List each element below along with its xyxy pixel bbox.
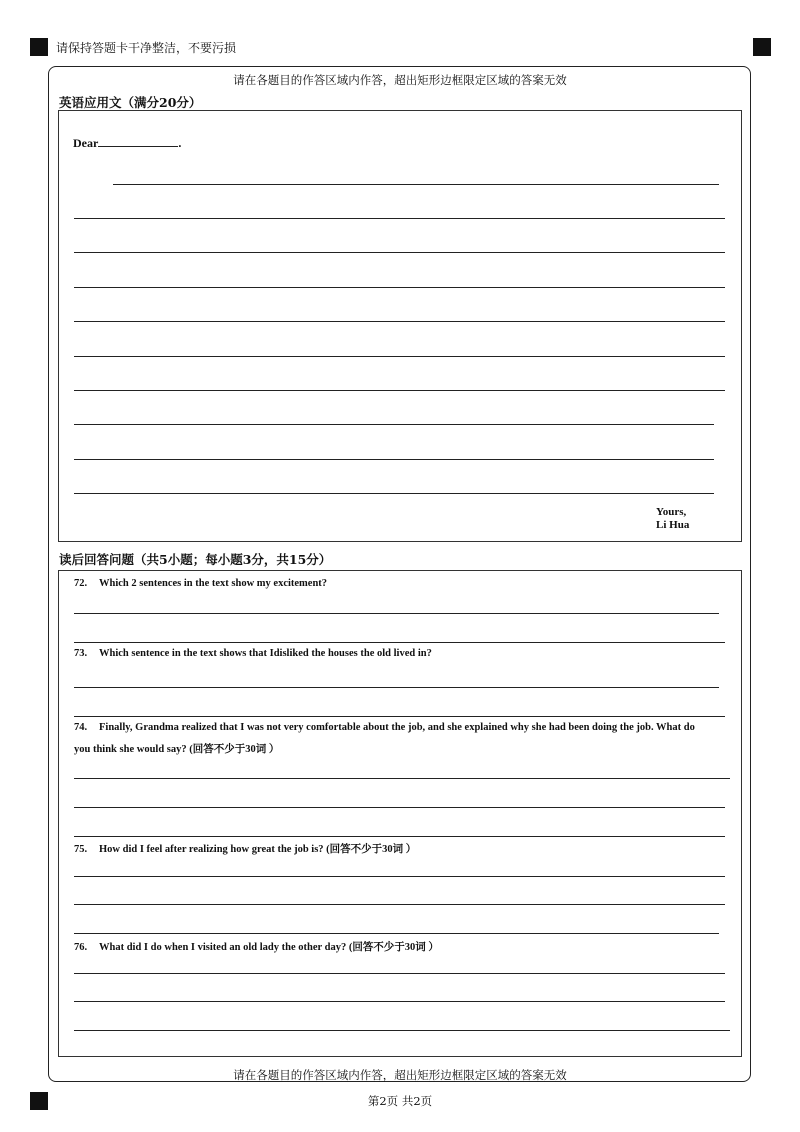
answer-area-notice-top: 请在各题目的作答区域内作答，超出矩形边框限定区域的答案无效 — [233, 73, 567, 87]
recipient-blank[interactable] — [98, 136, 178, 147]
question-text: Which sentence in the text shows that Idisliked the houses the old lived in? — [99, 648, 432, 659]
writing-line[interactable] — [113, 184, 719, 185]
writing-line[interactable] — [74, 459, 714, 460]
greeting-suffix: . — [178, 136, 182, 150]
writing-section-title: 英语应用文（满分20分） — [59, 95, 202, 110]
question-text: What did I do when I visited an old lady the other day? (回答不少于30词 ） — [99, 942, 439, 953]
registration-mark-top-left — [30, 38, 48, 56]
question-75 — [74, 841, 416, 856]
writing-line[interactable] — [74, 287, 725, 288]
answer-area-notice-bottom: 请在各题目的作答区域内作答，超出矩形边框限定区域的答案无效 — [233, 1068, 567, 1082]
writing-line[interactable] — [74, 218, 725, 219]
answer-line[interactable] — [74, 904, 725, 905]
keep-clean-note: 请保持答题卡干净整洁，不要污损 — [56, 41, 237, 55]
answer-line[interactable] — [74, 1001, 725, 1002]
reading-section-title: 读后回答问题（共5小题；每小题3分，共15分） — [59, 552, 332, 567]
registration-mark-top-right — [753, 38, 771, 56]
greeting — [73, 136, 181, 151]
writing-line[interactable] — [74, 390, 725, 391]
answer-line[interactable] — [74, 642, 725, 643]
signature: Li Hua — [656, 519, 690, 531]
writing-line[interactable] — [74, 321, 725, 322]
question-74 — [74, 722, 695, 733]
writing-line[interactable] — [74, 252, 725, 253]
question-number: 72. — [74, 578, 88, 589]
writing-line[interactable] — [74, 424, 714, 425]
question-72 — [74, 578, 327, 589]
answer-line[interactable] — [74, 687, 719, 688]
answer-line[interactable] — [74, 973, 725, 974]
page-indicator: 第2页 共2页 — [367, 1094, 433, 1108]
reading-answer-box — [58, 570, 742, 1057]
question-text: Which 2 sentences in the text show my excitement? — [99, 578, 328, 589]
greeting-prefix: Dear — [73, 136, 99, 150]
answer-line[interactable] — [74, 876, 725, 877]
question-number: 76. — [74, 942, 88, 953]
answer-line[interactable] — [74, 778, 730, 779]
question-number: 74. — [74, 722, 88, 733]
answer-line[interactable] — [74, 716, 725, 717]
question-74-continuation: you think she would say? (回答不少于30词 ） — [74, 744, 280, 755]
closing: Yours, — [656, 506, 687, 518]
answer-line[interactable] — [74, 1030, 730, 1031]
writing-answer-box[interactable] — [58, 110, 742, 542]
question-text: Finally, Grandma realized that I was not very comfortable about the job, and she explained why she had been doing the job. What do — [99, 722, 695, 733]
question-number: 73. — [74, 648, 88, 659]
answer-line[interactable] — [74, 807, 725, 808]
answer-line[interactable] — [74, 836, 725, 837]
writing-line[interactable] — [74, 356, 725, 357]
question-76 — [74, 939, 439, 954]
question-text: How did I feel after realizing how great the job is? (回答不少于30词 ） — [99, 844, 417, 855]
question-number: 75. — [74, 844, 88, 855]
answer-line[interactable] — [74, 613, 719, 614]
writing-line[interactable] — [74, 493, 714, 494]
question-73 — [74, 648, 432, 659]
answer-line[interactable] — [74, 933, 719, 934]
